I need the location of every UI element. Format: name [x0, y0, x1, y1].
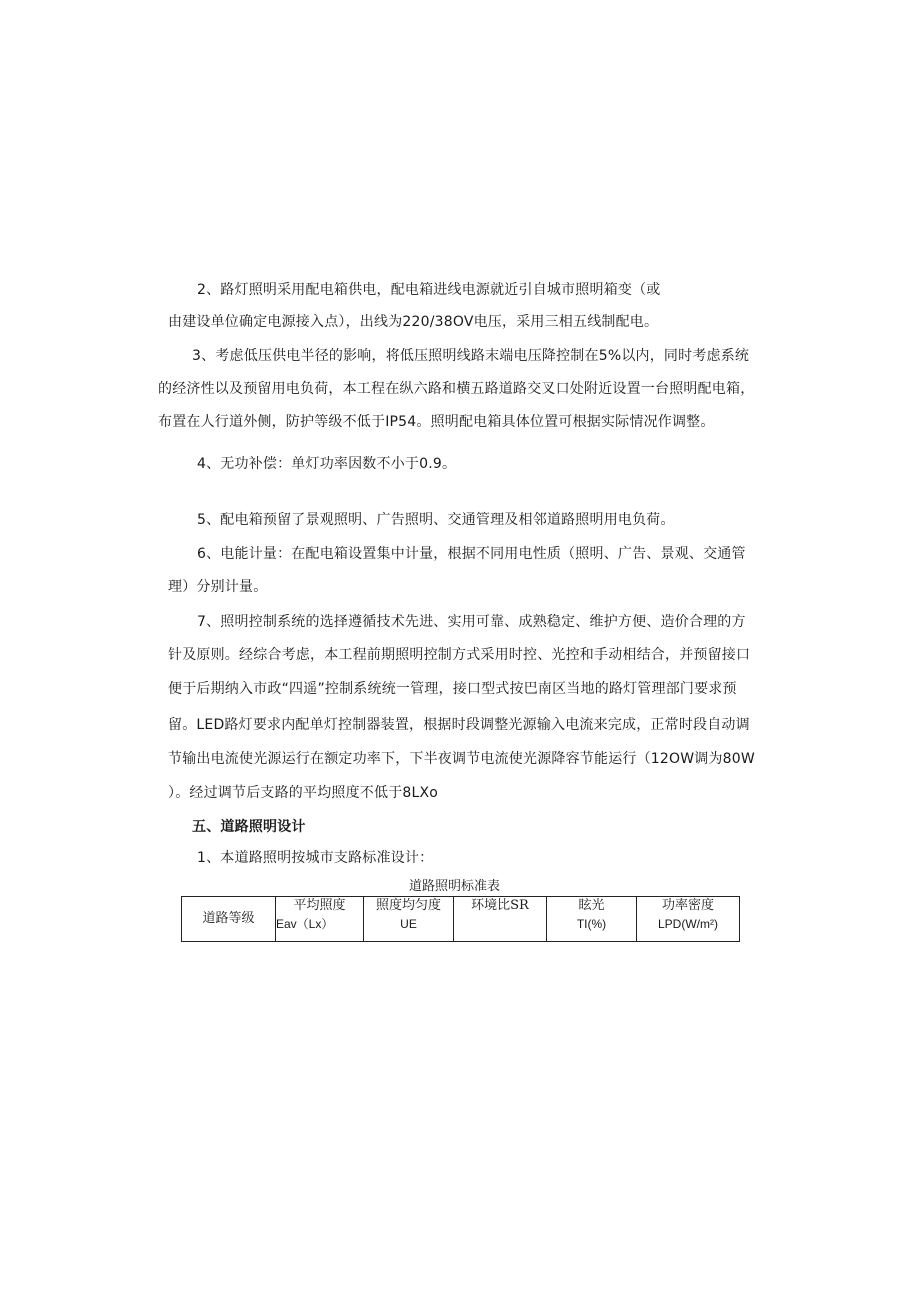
lighting-standard-table — [181, 896, 740, 942]
header-power-density-unit: LPD(W/m²) — [658, 917, 718, 931]
paragraph-5: 5、配电箱预留了景观照明、广告照明、交通管理及相邻道路照明用电负荷。 — [197, 512, 675, 528]
header-uniformity-unit: UE — [400, 917, 417, 931]
paragraph-4: 4、无功补偿：单灯功率因数不小于0.9。 — [197, 456, 457, 472]
section-5-heading: 五、道路照明设计 — [192, 819, 306, 835]
header-surround-ratio — [454, 897, 547, 942]
paragraph-7-line-5: 节输出电流使光源运行在额定功率下，下半夜调节电流使光源降容节能运行（12OW调为80W — [168, 751, 755, 767]
header-power-density — [637, 897, 740, 942]
header-power-density-label: 功率密度 — [661, 898, 714, 913]
paragraph-7-line-2: 针及原则。经综合考虑，本工程前期照明控制方式采用时控、光控和手动相结合，并预留接口 — [168, 647, 751, 663]
header-road-grade-label: 道路等级 — [202, 911, 255, 926]
header-uniformity — [364, 897, 454, 942]
header-uniformity-label: 照度均匀度 — [375, 898, 441, 913]
paragraph-7-line-3: 便于后期纳入市政“四遥”控制系统统一管理，接口型式按巴南区当地的路灯管理部门要求预 — [168, 681, 737, 697]
header-avg-illuminance-label: 平均照度 — [293, 898, 346, 913]
section-5-item-1: 1、本道路照明按城市支路标准设计： — [197, 850, 434, 866]
paragraph-7-line-1: 7、照明控制系统的选择遵循技术先进、实用可靠、成熟稳定、维护方便、造价合理的方 — [197, 614, 746, 630]
header-surround-ratio-label: 环境比SR — [471, 898, 529, 913]
header-avg-illuminance-unit: Eav（Lx） — [276, 917, 334, 931]
table-header-row — [182, 897, 740, 942]
header-glare-unit: TI(%) — [576, 917, 607, 931]
paragraph-7-line-4: 留。LED路灯要求内配单灯控制器装置，根据时段调整光源输入电流来完成，正常时段自动调 — [168, 717, 750, 733]
paragraph-3-line-2: 的经济性以及预留用电负荷，本工程在纵六路和横五路道路交叉口处附近设置一台照明配电箱， — [158, 381, 755, 397]
paragraph-3-line-1: 3、考虑低压供电半径的影响，将低压照明线路末端电压降控制在5%以内，同时考虑系统 — [192, 348, 750, 364]
paragraph-6-line-1: 6、电能计量：在配电箱设置集中计量，根据不同用电性质（照明、广告、景观、交通管 — [197, 546, 746, 562]
header-avg-illuminance — [276, 897, 364, 942]
paragraph-6-line-2: 理）分别计量。 — [168, 579, 268, 595]
table-caption: 道路照明标准表 — [409, 879, 501, 894]
paragraph-2-line-2: 由建设单位确定电源接入点），出线为220/38OV电压，采用三相五线制配电。 — [168, 314, 659, 330]
header-glare-label: 眩光 — [578, 898, 605, 913]
header-road-grade — [182, 897, 276, 942]
paragraph-2-line-1: 2、路灯照明采用配电箱供电，配电箱进线电源就近引自城市照明箱变（或 — [197, 282, 661, 298]
paragraph-7-line-6: ）。经过调节后支路的平均照度不低于8LXo — [168, 785, 439, 801]
header-glare — [547, 897, 637, 942]
paragraph-3-line-3: 布置在人行道外侧，防护等级不低于IP54。照明配电箱具体位置可根据实际情况作调整。 — [158, 414, 715, 430]
